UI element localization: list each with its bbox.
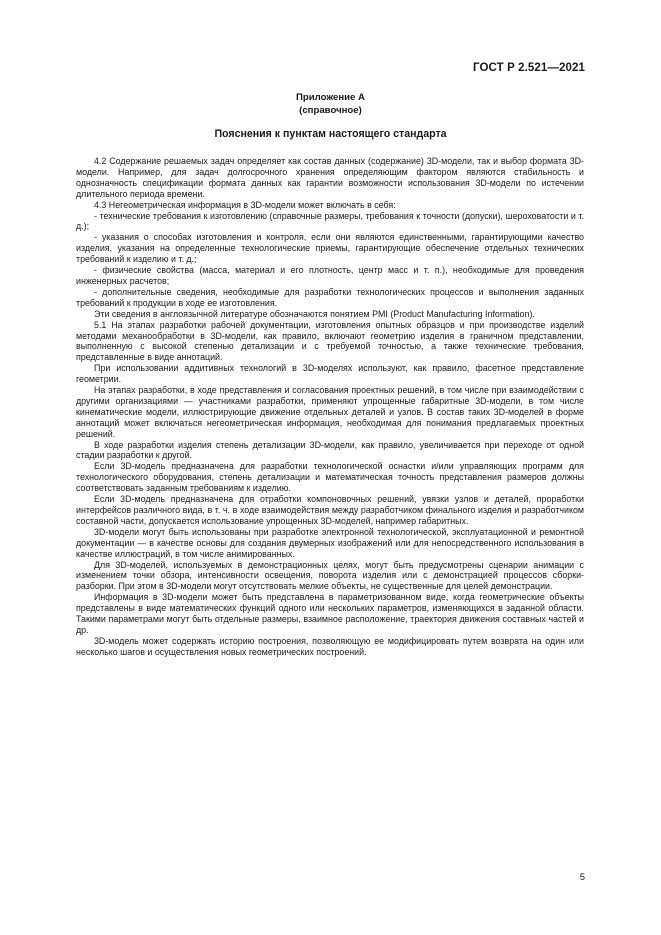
paragraph-4-3: 4.3 Негеометрическая информация в 3D-модели может включать в себя: xyxy=(94,199,396,210)
list-item: - указания о способах изготовления и контроля, если они являются единственными, гарантирующими качество изделия, указания на определенные технологические приемы, гарантирующие обеспечение отдельных технических требований к изделию и т. д.; xyxy=(76,232,584,265)
paragraph: Эти сведения в англоязычной литературе обозначаются понятием PMI (Product Manufacturing Information). xyxy=(94,308,535,319)
paragraph-5-1: 5.1 На этапах разработки рабочей документации, изготовления опытных образцов и при производстве изделий методами механообработки в 3D-модели, как правило, включают геометрию изделия в граничном представлении, выполненную с высокой степенью детализации и с требуемой точностью, а также технические требования, представленные в виде аннотаций. xyxy=(76,319,584,363)
annex-heading xyxy=(0,91,661,117)
paragraph: Если 3D-модель предназначена для отработки компоновочных решений, увязки узлов и деталей, проработки интерфейсов различного вида, в т. ч. в ходе взаимодействия между разработчиком финального изделия и разработчиком составной части, допускается использование упрощенных 3D-моделей, например габаритных. xyxy=(76,494,584,526)
list-item: - физические свойства (масса, материал и его плотность, центр масс и т. п.), необходимые для проведения инженерных расчетов; xyxy=(76,265,584,286)
paragraph: 3D-модели могут быть использованы при разработке электронной технологической, эксплуатационной и ремонтной документации — в качестве основы для создания двумерных изображений или для непосредственного использования в качестве иллюстраций, в том числе анимированных. xyxy=(76,526,584,559)
paragraph: При использовании аддитивных технологий в 3D-моделях используют, как правило, фасетное представление геометрии. xyxy=(76,363,584,385)
paragraph: 3D-модель может содержать историю построения, позволяющую ее модифицировать путем возврата на один или несколько шагов и осуществления новых геометрических построений. xyxy=(76,635,584,657)
paragraph: Если 3D-модель предназначена для разработки технологической оснастки и/или управляющих программ для технологического оборудования, степень детализации и математическая точность представления размеров должны соответствовать заданным требованиям к изделию. xyxy=(76,461,584,494)
page-number: 5 xyxy=(579,872,585,883)
standard-code: ГОСТ Р 2.521—2021 xyxy=(473,62,585,74)
annex-subtitle: (справочное) xyxy=(299,105,362,116)
paragraph-4-2: 4.2 Содержание решаемых задач определяет как состав данных (содержание) 3D-модели, так и выбор формата 3D-модели. Например, для задач долгосрочного хранения определяющим фактором являются стабильность и однозначность спецификации формата данных как гарантии возможности использования 3D-модели по истечении длительного периода времени. xyxy=(76,156,584,199)
body-text xyxy=(76,156,584,658)
list-item: - дополнительные сведения, необходимые для разработки технологических процессов и выполнения заданных требований к продукции в ходе ее изготовления. xyxy=(76,286,584,308)
list-item: - технические требования к изготовлению (справочные размеры, требования к точности (допуски), шероховатости и т. д.); xyxy=(76,210,584,232)
section-title: Пояснения к пунктам настоящего стандарта xyxy=(214,128,447,140)
annex-title: Приложение А xyxy=(296,92,365,103)
paragraph: В ходе разработки изделия степень детализации 3D-модели, как правило, увеличивается при переходе от одной стадии разработки к другой. xyxy=(76,439,584,461)
paragraph: Для 3D-моделей, используемых в демонстрационных целях, могут быть предусмотрены сценарии анимации с изменением точки обзора, интенсивности освещения, поворота изделия или с демонстрацией процессов сборки-разборки. При этом в 3D-модели могут отсутствовать мелкие объекты, не существенные для целей демонстрации. xyxy=(76,559,584,592)
paragraph: Информация в 3D-модели может быть представлена в параметризованном виде, когда геометрические объекты представлены в виде математических функций одного или нескольких параметров, изменяющихся в заданной области. Такими параметрами могут быть отдельные размеры, взаимное расположение, траектория движения составных частей и др. xyxy=(76,592,584,635)
paragraph: На этапах разработки, в ходе представления и согласования проектных решений, в том числе при взаимодействии с другими организациями — участниками разработки, применяют упрощенные габаритные 3D-модели, в том числе кинематические модели, иллюстрирующие движение отдельных деталей и узлов. В состав таких 3D-моделей в форме аннотаций может включаться негеометрическая информация, необходимая для понимания предлагаемых проектных решений. xyxy=(76,385,584,439)
